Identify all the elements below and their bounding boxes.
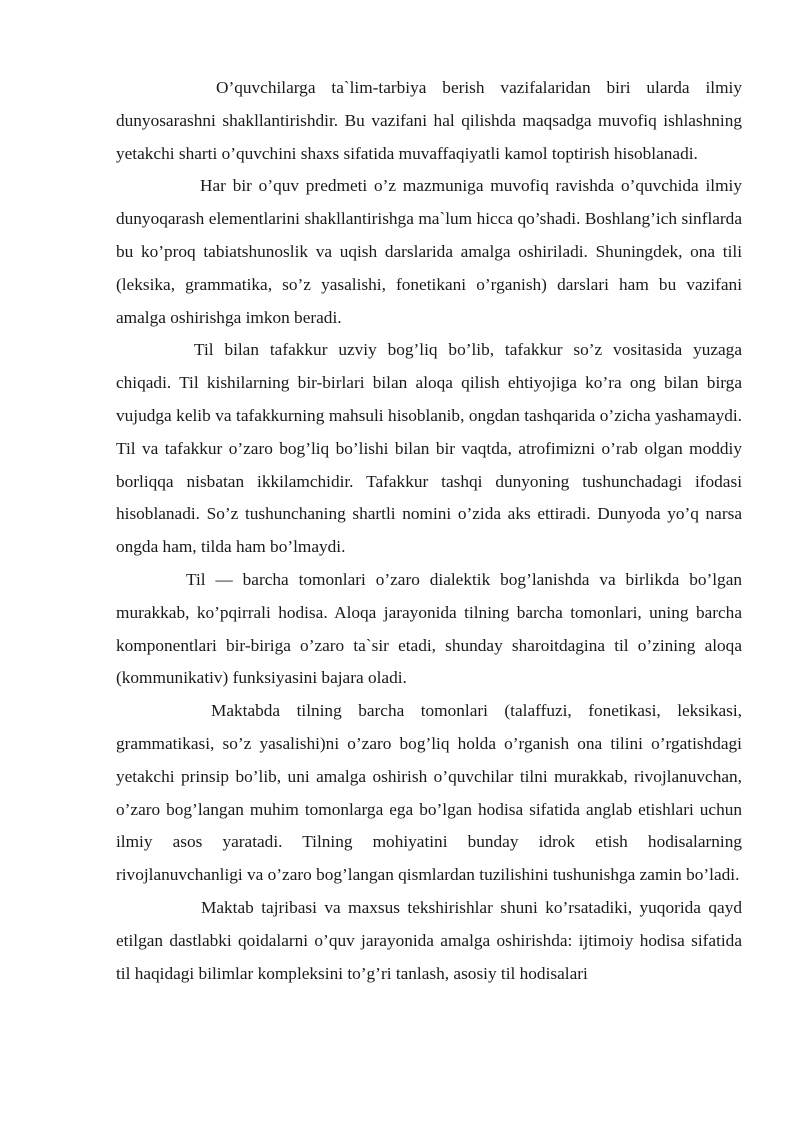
- paragraph-3: Til bilan tafakkur uzviy bog’liq bo’lib, tafakkur so’z vositasida yuzaga chiqadi. Til kishilarning bir-birlari bilan aloqa qilish ehtiyojiga ko’ra ong bilan birga vujudga kelib va tafakkurning mahsuli hisoblanib, ongdan tashqarida o’zicha yashamaydi. Til va tafakkur o’zaro bog’liq bo’lishi bilan bir vaqtda, atrofimizni o’rab olgan moddiy borliqqa nisbatan ikkilamchidir. Tafakkur tashqi dunyoning tushunchadagi ifodasi hisoblanadi. So’z tushunchaning shartli nomini o’zida aks ettiradi. Dunyoda yo’q narsa ongda ham, tilda ham bo’lmaydi.: [116, 340, 742, 557]
- paragraph-1: O’quvchilarga ta`lim-tarbiya berish vazifalaridan biri ularda ilmiy dunyosarashni shakllantirishdir. Bu vazifani hal qilishda maqsadga muvofiq ishlashning yetakchi sharti o’quvchini shaxs sifatida muvaffaqiyatli kamol toptirish hisoblanadi.: [116, 78, 742, 163]
- paragraph-4: Til — barcha tomonlari o’zaro dialektik bog’lanishda va birlikda bo’lgan murakkab, ko’pqirrali hodisa. Aloqa jarayonida tilning barcha tomonlari, uning barcha komponentlari bir-biriga o’zaro ta`sir etadi, shunday sharoitdagina til o’zining aloqa (kommunikativ) funksiyasini bajara oladi.: [116, 569, 742, 688]
- paragraph-6: Maktab tajribasi va maxsus tekshirishlar shuni ko’rsatadiki, yuqorida qayd etilgan dastlabki qoidalarni o’quv jarayonida amalga oshirishda: ijtimoiy hodisa sifatida til haqidagi bilimlar kompleksini to’g’ri tanlash, asosiy til hodisalari: [116, 897, 742, 983]
- paragraph-5: Maktabda tilning barcha tomonlari (talaffuzi, fonetikasi, leksikasi, grammatikasi, so’z yasalishi)ni o’zaro bog’liq holda o’rganish ona tilini o’rgatishdagi yetakchi prinsip bo’lib, uni amalga oshirish o’quvchilar tilni murakkab, rivojlanuvchan, o’zaro bog’langan muhim tomonlarga ega bo’lgan hodisa sifatida anglab etishlari uchun ilmiy asos yaratadi. Tilning mohiyatini bunday idrok etish hodisalarning rivojlanuvchanligi va o’zaro bog’langan qismlardan tuzilishini tushunishga zamin bo’ladi.: [116, 701, 742, 885]
- document-page: [116, 72, 742, 990]
- paragraph-2: Har bir o’quv predmeti o’z mazmuniga muvofiq ravishda o’quvchida ilmiy dunyoqarash elementlarini shakllantirishga ma`lum hicca qo’shadi. Boshlang’ich sinflarda bu ko’proq tabiatshunoslik va uqish darslarida amalga oshiriladi. Shuningdek, ona tili (leksika, grammatika, so’z yasalishi, fonetikani o’rganish) darslari ham bu vazifani amalga oshirishga imkon beradi.: [116, 176, 742, 327]
